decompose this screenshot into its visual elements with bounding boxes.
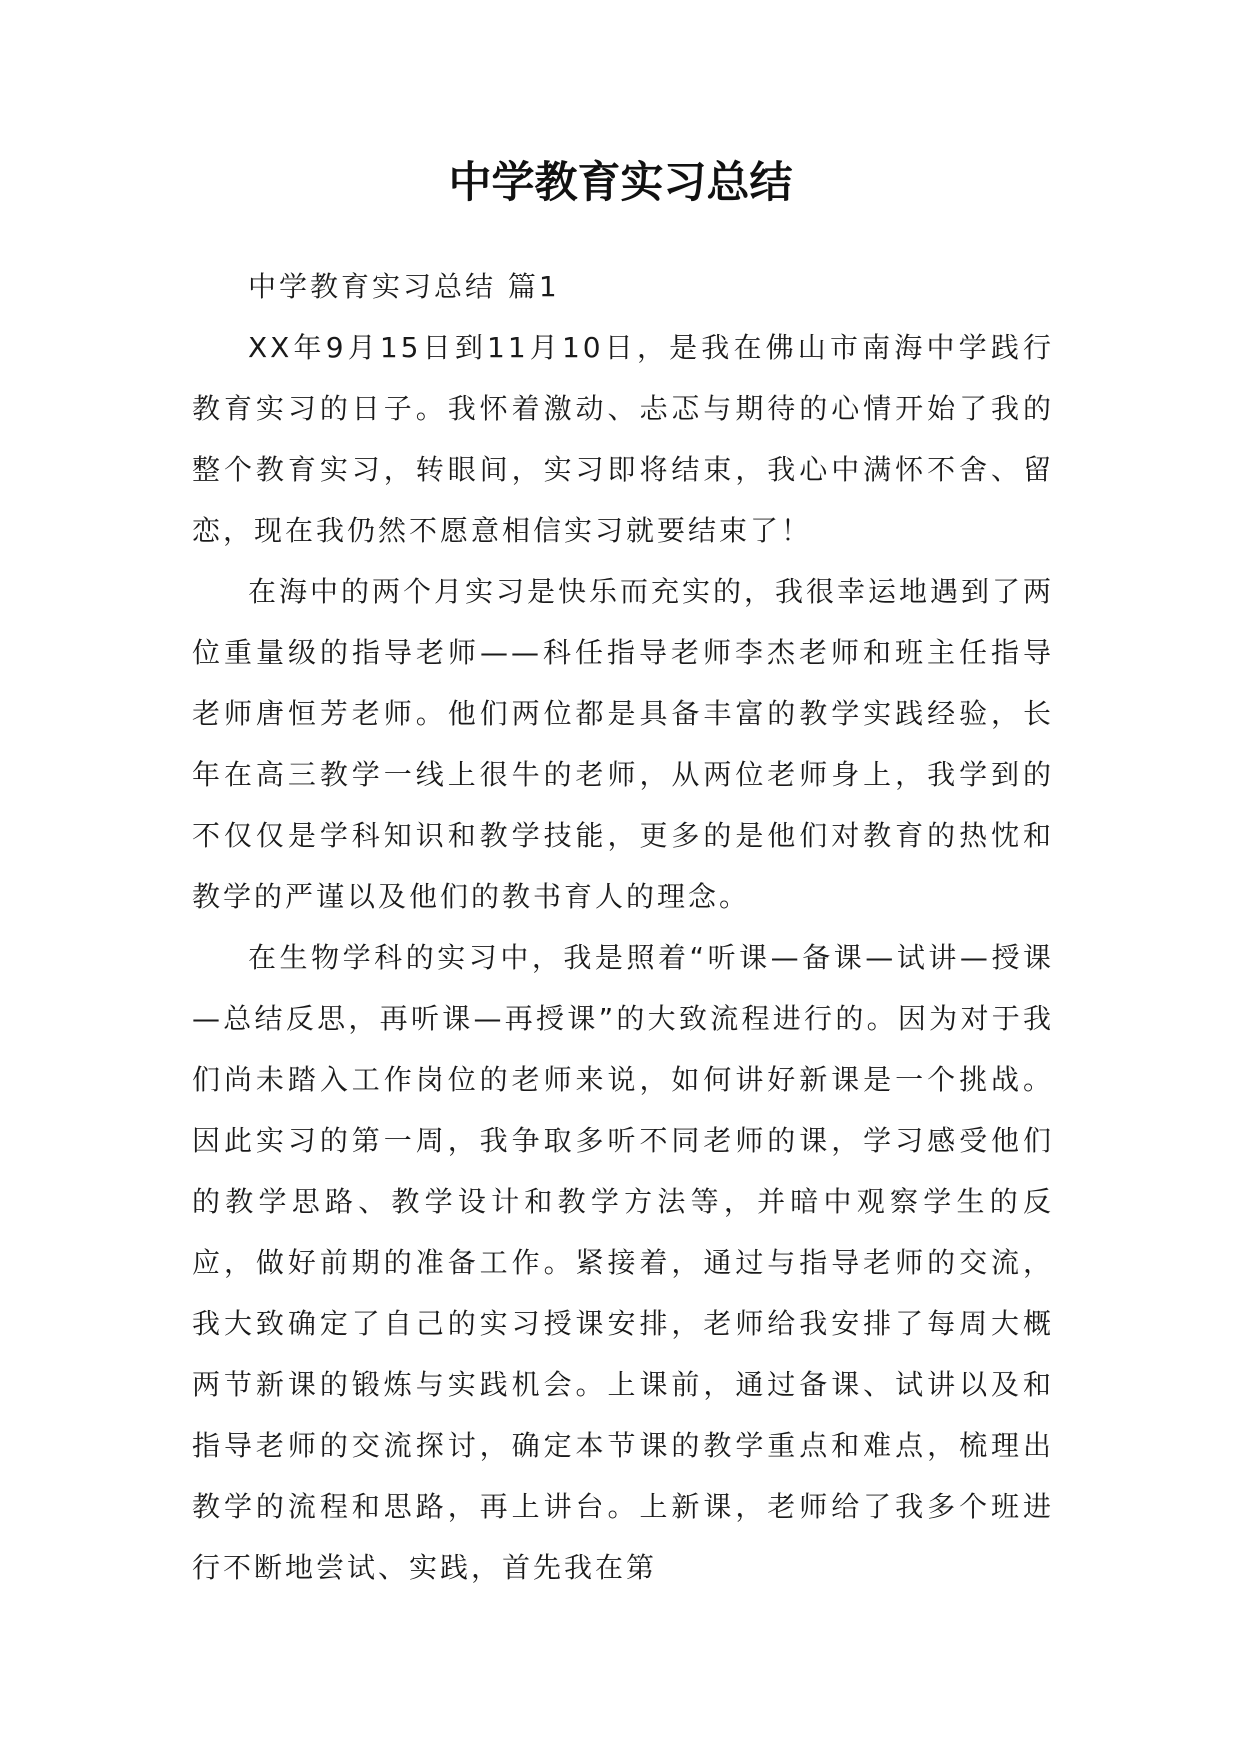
paragraph-3: 在生物学科的实习中，我是照着“听课—备课—试讲—授课—总结反思，再听课—再授课”的大致流程进行的。因为对于我们尚未踏入工作岗位的老师来说，如何讲好新课是一个挑战。因此实习的第一周，我争取多听不同老师的课，学习感受他们的教学思路、教学设计和教学方法等，并暗中观察学生的反应，做好前期的准备工作。紧接着，通过与指导老师的交流，我大致确定了自己的实习授课安排，老师给我安排了每周大概两节新课的锻炼与实践机会。上课前，通过备课、试讲以及和指导老师的交流探讨，确定本节课的教学重点和难点，梳理出教学的流程和思路，再上讲台。上新课，老师给了我多个班进行不断地尝试、实践，首先我在第 — [192, 941, 1054, 1584]
document-title: 中学教育实习总结 — [448, 158, 793, 208]
document-body — [192, 256, 1054, 1598]
paragraph-1: XX年9月15日到11月10日，是我在佛山市南海中学践行教育实习的日子。我怀着激动、忐忑与期待的心情开始了我的整个教育实习，转眼间，实习即将结束，我心中满怀不舍、留恋，现在我仍然不愿意相信实习就要结束了！ — [192, 331, 1054, 547]
paragraph-2: 在海中的两个月实习是快乐而充实的，我很幸运地遇到了两位重量级的指导老师——科任指导老师李杰老师和班主任指导老师唐恒芳老师。他们两位都是具备丰富的教学实践经验，长年在高三教学一线上很牛的老师，从两位老师身上，我学到的不仅仅是学科知识和教学技能，更多的是他们对教育的热忱和教学的严谨以及他们的教书育人的理念。 — [192, 575, 1055, 913]
section-subheading: 中学教育实习总结 篇1 — [248, 270, 560, 303]
